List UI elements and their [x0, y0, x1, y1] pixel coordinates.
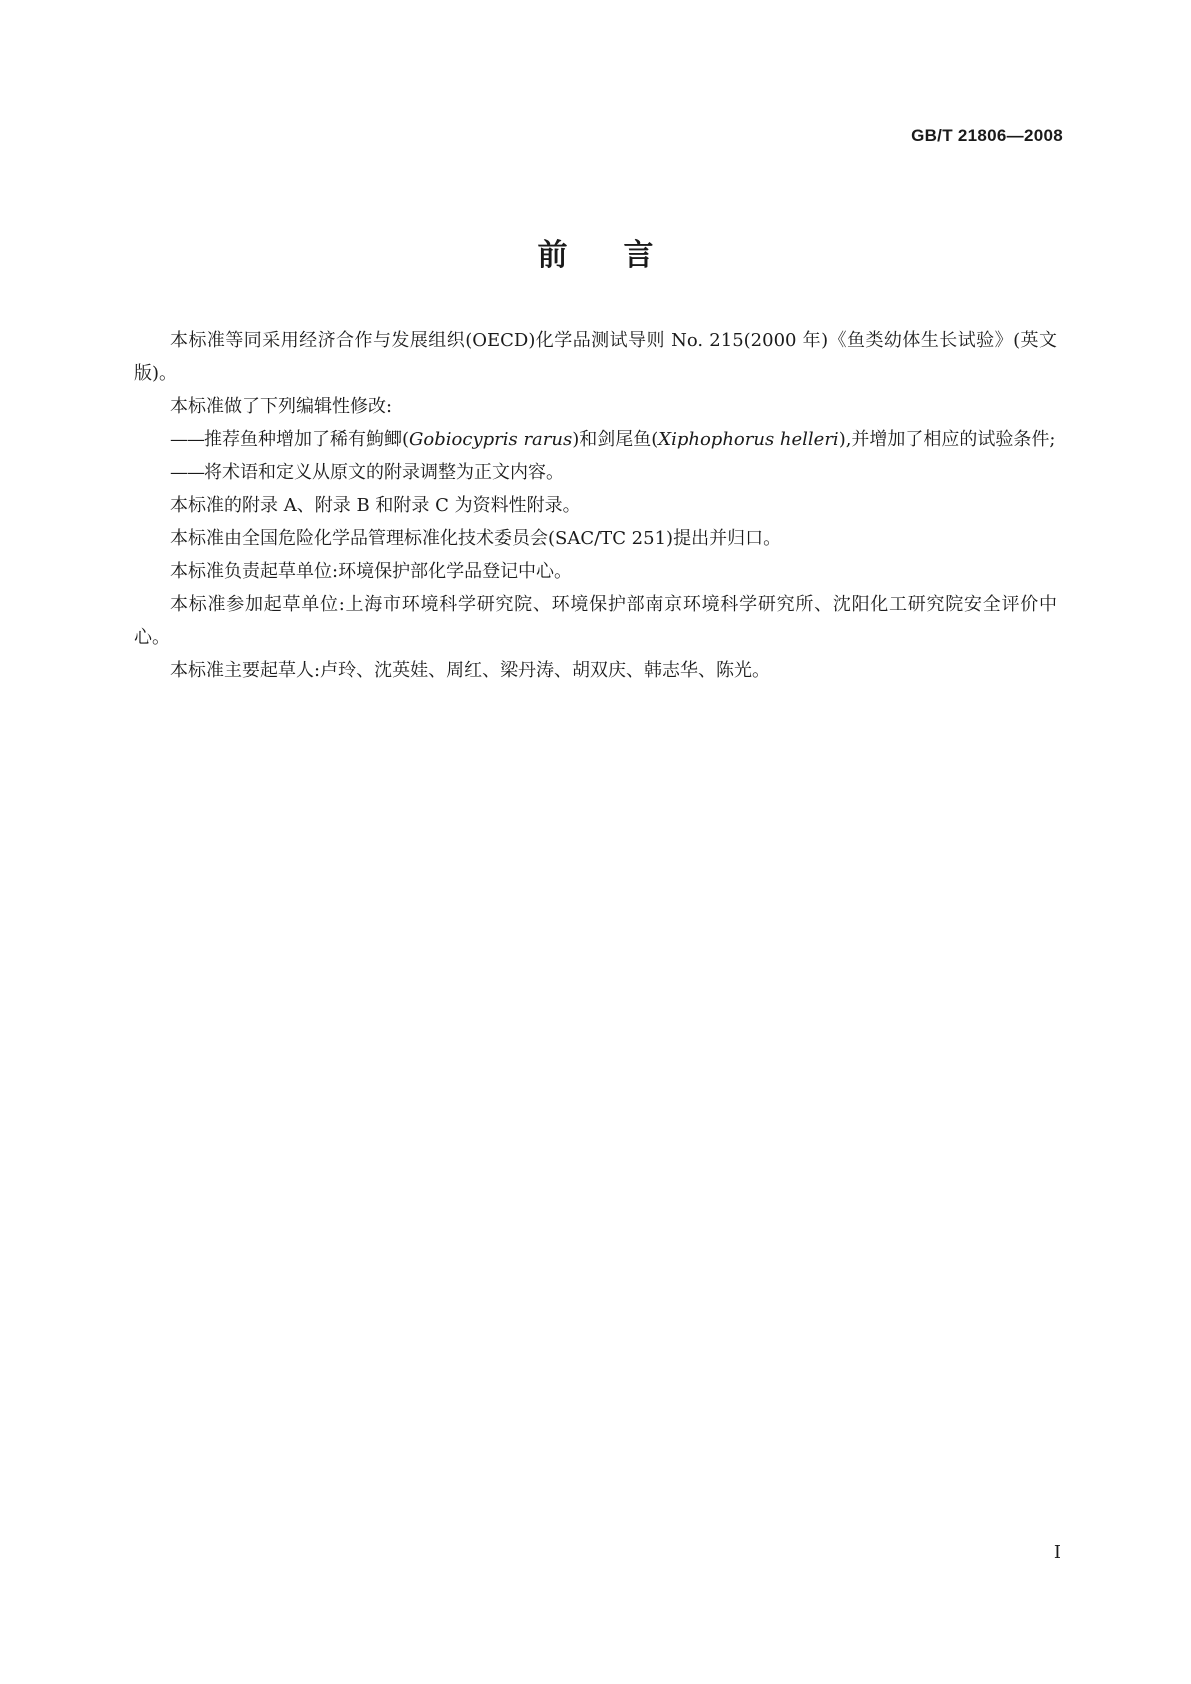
paragraph-modifications-intro: 本标准做了下列编辑性修改:	[170, 396, 393, 417]
paragraph-adoption: 本标准等同采用经济合作与发展组织(OECD)化学品测试导则 No. 215(2000 年)《鱼类幼体生长试验》(英文版)。	[134, 330, 1057, 384]
paragraph-drafting-unit: 本标准负责起草单位:环境保护部化学品登记中心。	[170, 561, 573, 582]
list-item-terms	[134, 456, 1057, 489]
page-title: 前言	[537, 238, 710, 273]
list-text: )和剑尾鱼(	[572, 429, 659, 450]
foreword-body	[134, 324, 1057, 687]
list-text: ),并增加了相应的试验条件;	[838, 429, 1056, 450]
species-name: Xiphophorus helleri	[658, 429, 839, 450]
species-name: Gobiocypris rarus	[409, 429, 573, 450]
paragraph-participating-units: 本标准参加起草单位:上海市环境科学研究院、环境保护部南京环境科学研究所、沈阳化工研究院安全评价中心。	[134, 594, 1057, 648]
paragraph-proposer: 本标准由全国危险化学品管理标准化技术委员会(SAC/TC 251)提出并归口。	[170, 528, 782, 549]
list-text: 将术语和定义从原文的附录调整为正文内容。	[204, 462, 564, 483]
list-dash: ——	[170, 462, 204, 483]
list-text: 推荐鱼种增加了稀有鮈鲫(	[204, 429, 410, 450]
paragraph-drafters: 本标准主要起草人:卢玲、沈英娃、周红、梁丹涛、胡双庆、韩志华、陈光。	[170, 660, 771, 681]
standard-code: GB/T 21806—2008	[911, 126, 1063, 145]
page-number: I	[1053, 1542, 1061, 1563]
list-dash: ——	[170, 429, 204, 450]
list-item-fish-species	[134, 423, 1057, 456]
paragraph-annexes: 本标准的附录 A、附录 B 和附录 C 为资料性附录。	[170, 495, 581, 516]
